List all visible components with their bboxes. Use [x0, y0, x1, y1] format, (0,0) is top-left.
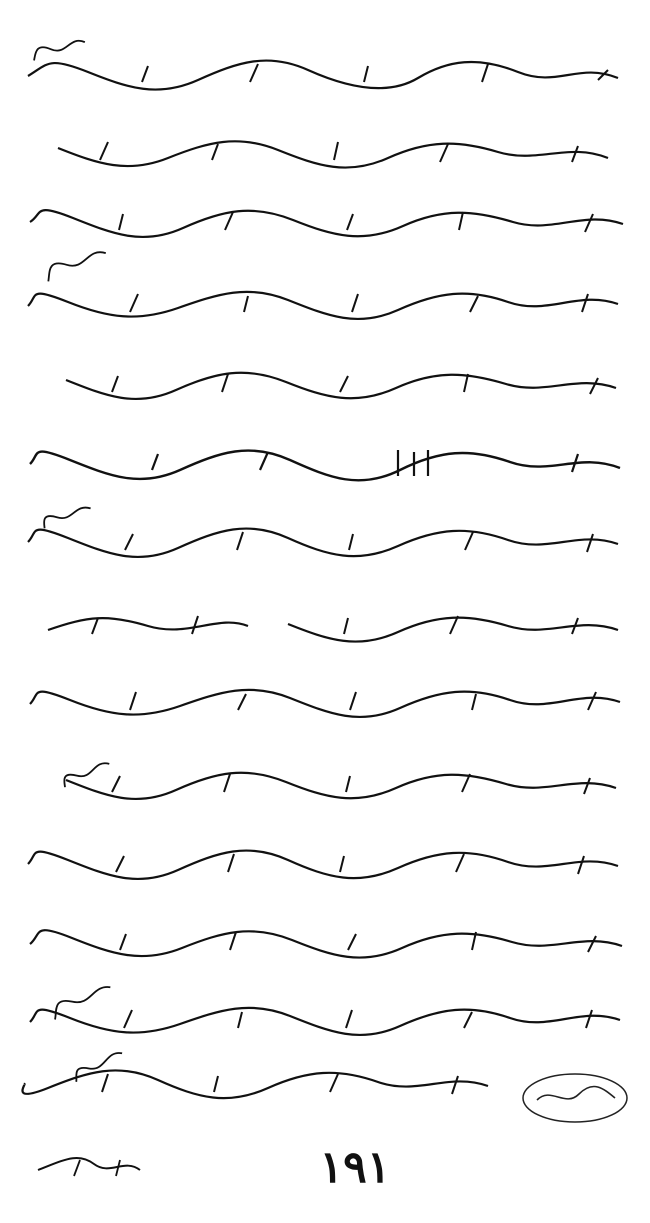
manuscript-line-12: [18, 920, 630, 964]
manuscript-line-2: [18, 130, 630, 174]
seal-stamp: [517, 1068, 632, 1128]
manuscript-line-3: [18, 200, 630, 244]
ink-strokes: [18, 52, 630, 96]
ink-strokes: [18, 440, 630, 488]
ink-strokes: [18, 920, 630, 964]
manuscript-line-6: [18, 440, 630, 488]
manuscript-line-13: [18, 998, 630, 1042]
manuscript-line-9: [18, 680, 630, 724]
manuscript-line-1: [18, 52, 630, 96]
ink-strokes: [18, 604, 630, 648]
manuscript-line-11: [18, 842, 630, 886]
ink-strokes: [18, 998, 630, 1042]
ink-strokes: [18, 282, 630, 326]
manuscript-line-5: [18, 362, 630, 406]
catchword: [34, 1150, 144, 1186]
catchword-ink: [34, 1150, 144, 1182]
manuscript-line-4: [18, 282, 630, 326]
ink-strokes: [18, 842, 630, 886]
manuscript-line-8: [18, 604, 630, 648]
page-number: ١٩١: [319, 1142, 391, 1193]
manuscript-line-7: [18, 520, 630, 564]
ink-strokes: [18, 362, 630, 406]
ink-strokes: [18, 130, 630, 174]
ink-strokes: [18, 200, 630, 244]
ink-strokes: [18, 680, 630, 724]
ink-strokes: [18, 520, 630, 564]
manuscript-line-15: [0, 1110, 10, 1114]
